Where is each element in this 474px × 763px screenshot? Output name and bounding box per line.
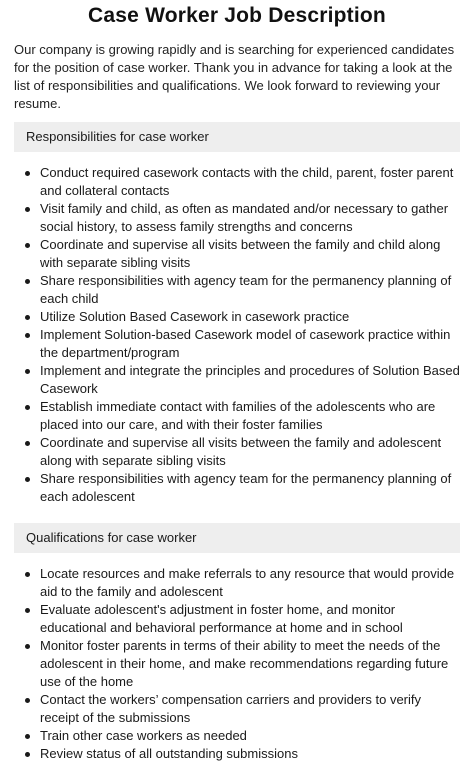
list-item-text: Share responsibilities with agency team for the permanency planning of each adolescent [40, 471, 452, 504]
intro-paragraph: Our company is growing rapidly and is searching for experienced candidates for the position of case worker. Thank you in advance for taking a look at the list of responsibilities and qualifications. We look forward to reviewing your resume. [14, 42, 455, 111]
list-item [40, 601, 460, 637]
responsibilities-list [14, 164, 460, 506]
responsibilities-heading: Responsibilities for case worker [14, 122, 460, 152]
qualifications-list [14, 565, 460, 763]
bullet-icon [25, 734, 30, 739]
list-item [40, 398, 460, 434]
bullet-icon [25, 405, 30, 410]
list-item-text: Review status of all outstanding submissions [40, 746, 298, 761]
list-item [40, 308, 460, 326]
bullet-icon [25, 752, 30, 757]
list-item [40, 236, 460, 272]
bullet-icon [25, 333, 30, 338]
list-item [40, 362, 460, 398]
list-item [40, 727, 460, 745]
list-item-text: Locate resources and make referrals to any resource that would provide aid to the family and adolescent [40, 566, 455, 599]
bullet-icon [25, 698, 30, 703]
bullet-icon [25, 315, 30, 320]
bullet-icon [25, 608, 30, 613]
list-item [40, 272, 460, 308]
list-item-text: Monitor foster parents in terms of their ability to meet the needs of the adolescent in their home, and make recommendations regarding future use of the home [40, 638, 449, 689]
list-item-text: Utilize Solution Based Casework in casework practice [40, 309, 350, 324]
list-item-text: Implement and integrate the principles and procedures of Solution Based Casework [40, 363, 460, 396]
bullet-icon [25, 644, 30, 649]
list-item-text: Establish immediate contact with families of the adolescents who are placed into our care, and with their foster families [40, 399, 436, 432]
list-item [40, 164, 460, 200]
bullet-icon [25, 572, 30, 577]
list-item [40, 637, 460, 691]
list-item [40, 434, 460, 470]
list-item [40, 691, 460, 727]
list-item-text: Contact the workers’ compensation carriers and providers to verify receipt of the submissions [40, 692, 422, 725]
list-item-text: Implement Solution-based Casework model of casework practice within the department/program [40, 327, 451, 360]
list-item-text: Share responsibilities with agency team for the permanency planning of each child [40, 273, 452, 306]
bullet-icon [25, 243, 30, 248]
bullet-icon [25, 207, 30, 212]
bullet-icon [25, 171, 30, 176]
list-item [40, 470, 460, 506]
list-item [40, 565, 460, 601]
bullet-icon [25, 369, 30, 374]
bullet-icon [25, 279, 30, 284]
bullet-icon [25, 441, 30, 446]
page-title: Case Worker Job Description [88, 4, 386, 27]
list-item-text: Coordinate and supervise all visits between the family and child along with separate sibling visits [40, 237, 441, 270]
list-item-text: Evaluate adolescent's adjustment in foster home, and monitor educational and behavioral performance at home and in school [40, 602, 403, 635]
list-item-text: Train other case workers as needed [40, 728, 247, 743]
list-item-text: Conduct required casework contacts with the child, parent, foster parent and collateral contacts [40, 165, 454, 198]
list-item [40, 200, 460, 236]
list-item [40, 326, 460, 362]
bullet-icon [25, 477, 30, 482]
list-item-text: Visit family and child, as often as mandated and/or necessary to gather social history, to assess family strengths and concerns [40, 201, 449, 234]
qualifications-heading: Qualifications for case worker [14, 523, 460, 553]
list-item-text: Coordinate and supervise all visits between the family and adolescent along with separate sibling visits [40, 435, 442, 468]
